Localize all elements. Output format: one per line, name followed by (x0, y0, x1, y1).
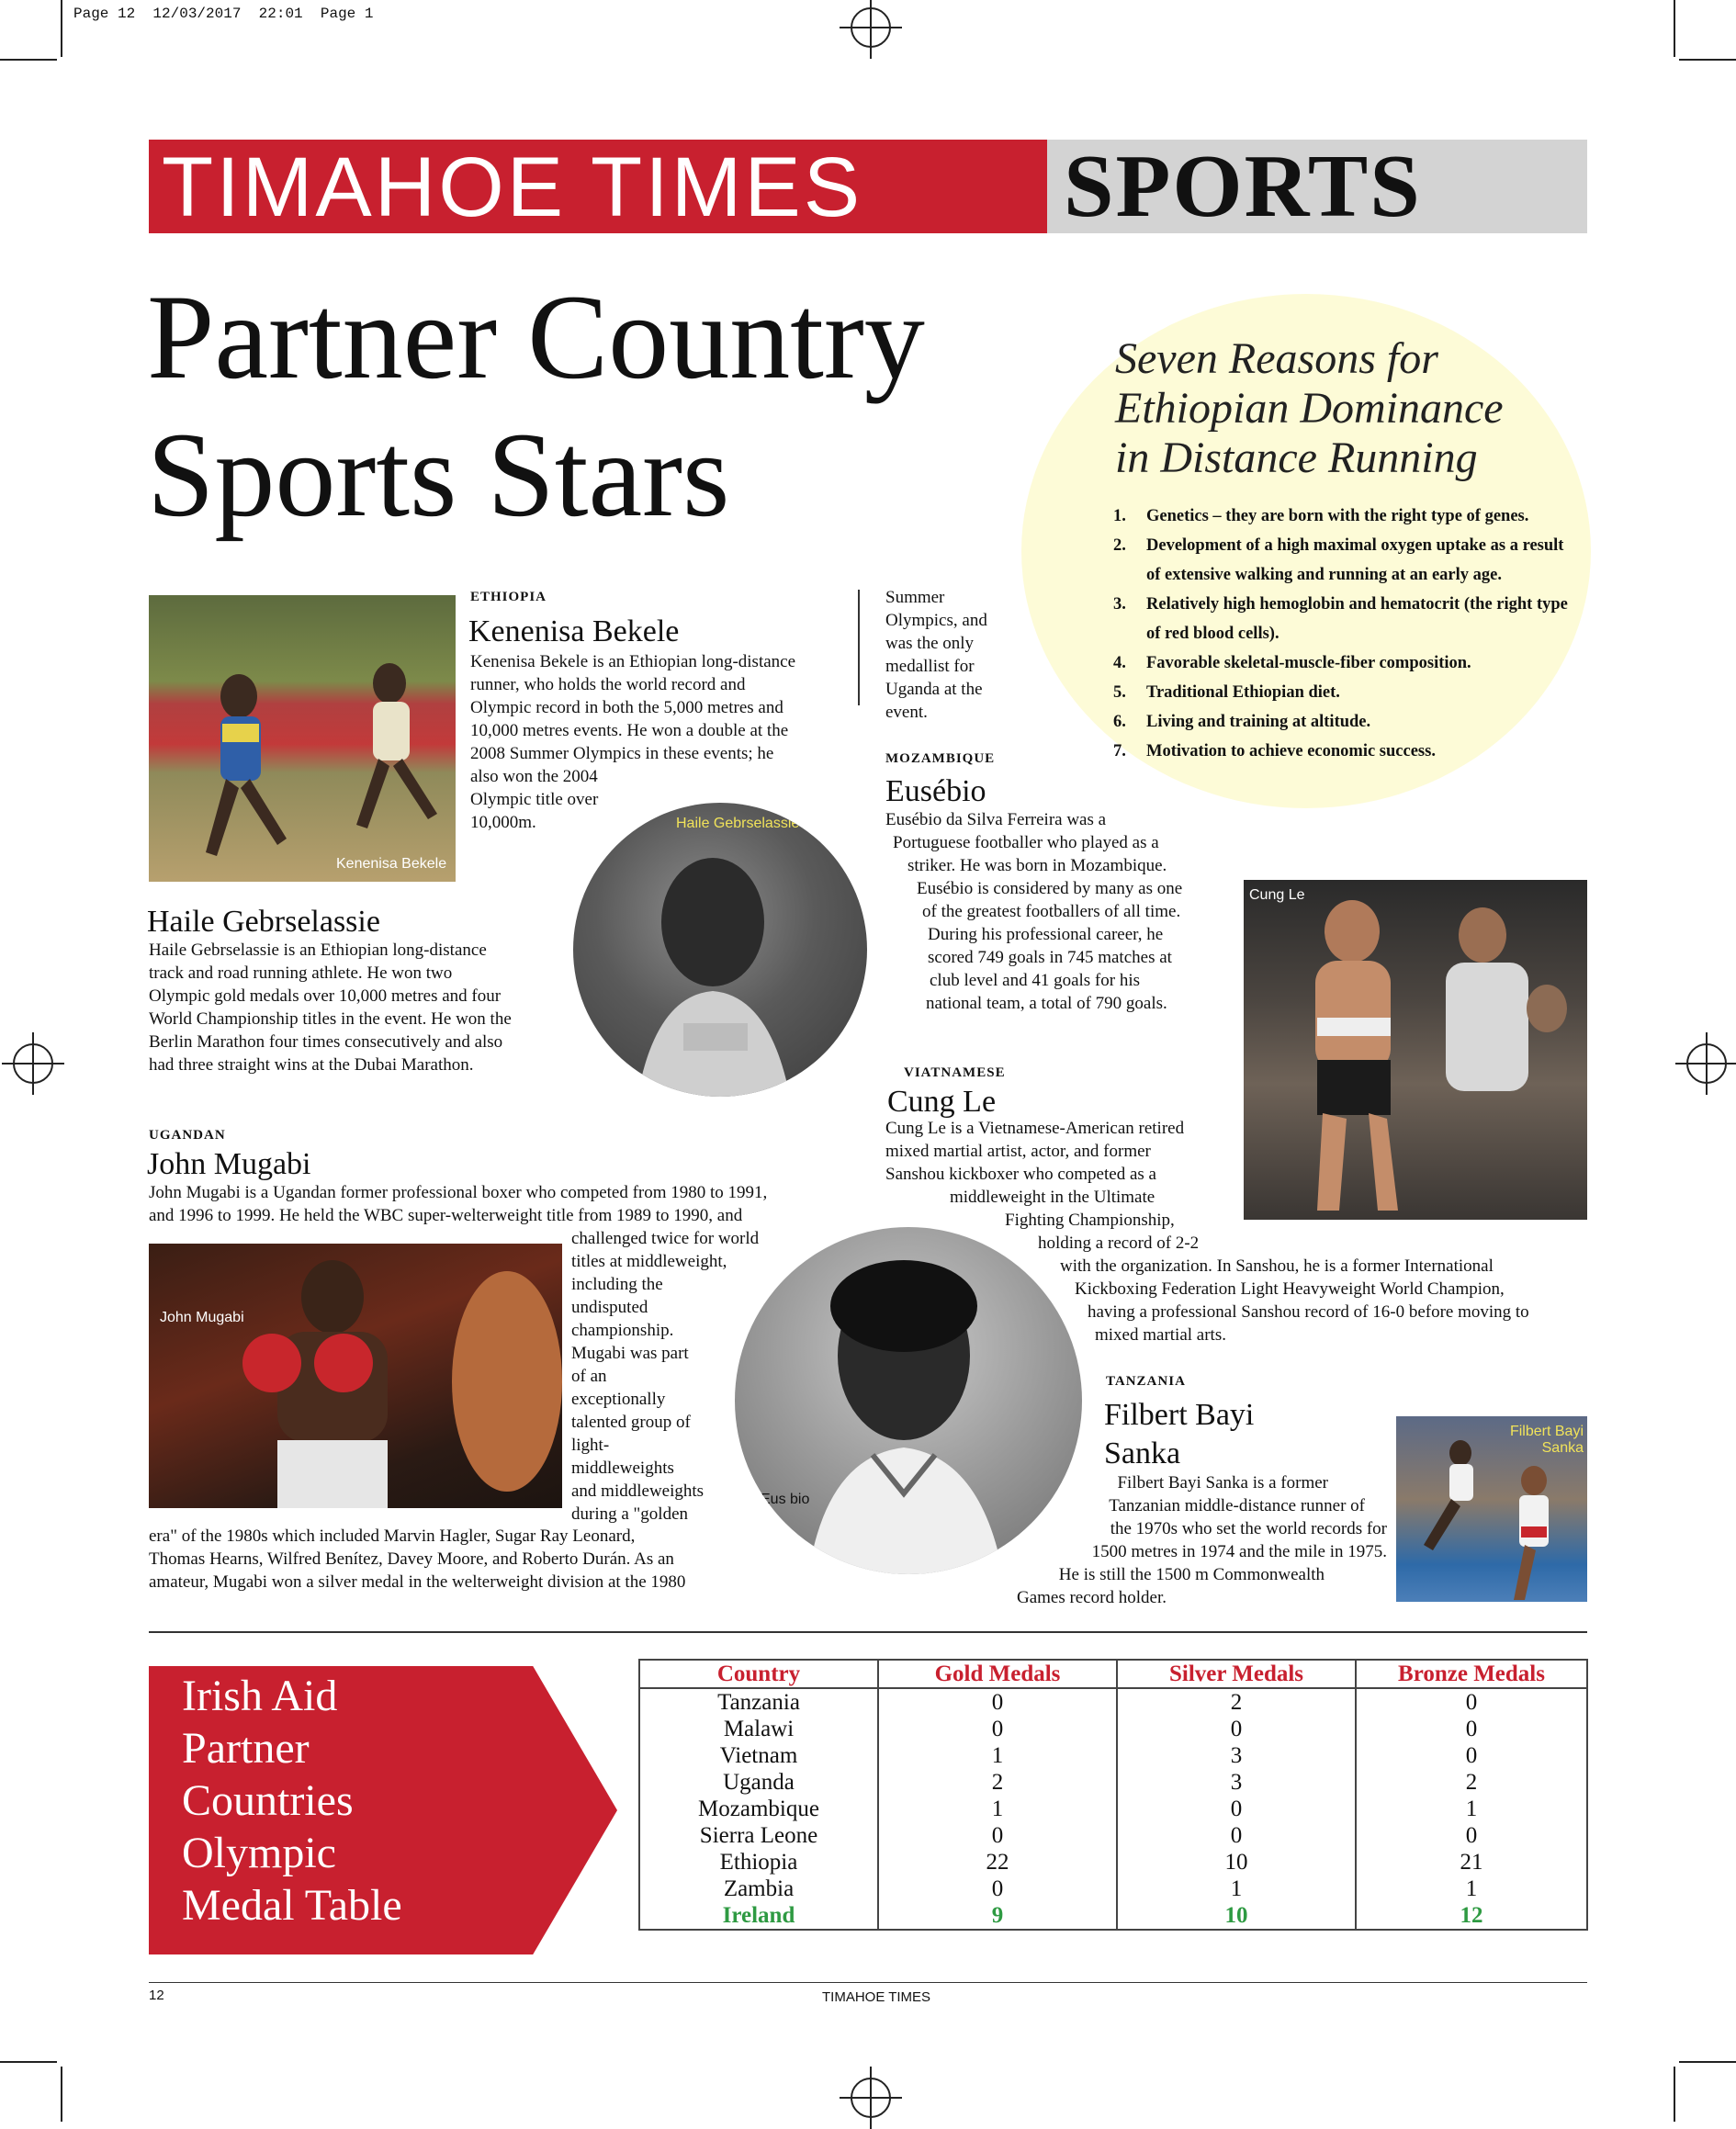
headline-line: Partner Country (147, 269, 925, 404)
table-row: Vietnam 1 3 0 (639, 1742, 1587, 1769)
footer-publication: TIMAHOE TIMES (822, 1989, 931, 2005)
crop-mark (1674, 2067, 1675, 2122)
print-header (73, 6, 373, 22)
column-divider (858, 590, 860, 705)
sidebar-title: Seven Reasons for Ethiopian Dominance in Distance Running (1115, 334, 1504, 482)
table-row: Sierra Leone 0 0 0 (639, 1822, 1587, 1849)
crop-mark (1679, 2061, 1736, 2063)
footer-rule (149, 1982, 1587, 1983)
registration-mark-right (1686, 1043, 1727, 1084)
eusebio-kicker: MOZAMBIQUE (885, 751, 996, 766)
masthead-section-block (1047, 137, 1587, 236)
list-item: 1. Genetics – they are born with the right type of genes. (1113, 507, 1529, 525)
crop-mark (1674, 0, 1675, 57)
medal-table-title: Irish Aid Partner Countries Olympic Medal Table (182, 1672, 402, 1930)
table-row: Ethiopia 22 10 21 (639, 1849, 1587, 1876)
masthead-title: TIMAHOE TIMES (162, 141, 863, 234)
mugabi-kicker: UGANDAN (149, 1128, 226, 1143)
runner-portrait-icon (573, 803, 867, 1097)
sidebar-reasons-list (1113, 501, 1582, 766)
crop-mark (61, 2067, 62, 2122)
column-header: Bronze Medals (1356, 1660, 1587, 1688)
table-header-row (639, 1660, 1587, 1688)
column-header: Country (639, 1660, 878, 1688)
bayi-name: Filbert Bayi Sanka (1104, 1398, 1255, 1470)
list-item: 7. Motivation to achieve economic success. (1113, 742, 1436, 760)
medal-table (638, 1659, 1588, 1931)
bayi-photo (1396, 1416, 1587, 1602)
table-row: Malawi 0 0 0 (639, 1716, 1587, 1742)
list-item: 5. Traditional Ethiopian diet. (1113, 683, 1340, 702)
bekele-body: Kenenisa Bekele is an Ethiopian long-distance runner, who holds the world record and Olympic record in both the 5,000 metres and 10,000 metres events. He won a double at the 2008 Summer Olympics in these events; he also won the 2004 Olympic title over 10,000m. (470, 652, 796, 832)
gebrselassie-photo (573, 803, 867, 1097)
print-header-date: 12/03/2017 (152, 6, 242, 22)
list-item: 4. Favorable skeletal-muscle-fiber composition. (1113, 654, 1471, 672)
table-row: Uganda 2 3 2 (639, 1769, 1587, 1796)
list-item: 6. Living and training at altitude. (1113, 713, 1371, 731)
eusebio-photo-caption: Eus bio (761, 1492, 810, 1507)
bayi-body: Filbert Bayi Sanka is a former Tanzanian middle-distance runner of the 1970s who set the world records for 1500 metres in 1974 and the mile in 1975. He is still the 1500 m Commonwealth Games record holder. (1016, 1473, 1387, 1607)
print-header-time: 22:01 (258, 6, 303, 22)
footer-page-number: 12 (149, 1988, 164, 2003)
mugabi-body-side: challenged twice for world titles at middleweight, including the undisputed championship. Mugabi was part of an exceptionally talented group of light- middleweights and middleweights during a "golden (571, 1229, 760, 1524)
bekele-name: Kenenisa Bekele (468, 614, 680, 648)
registration-mark-top (851, 7, 891, 48)
gebrselassie-photo-caption: Haile Gebrselassie (676, 816, 800, 831)
cung-le-name: Cung Le (887, 1085, 997, 1119)
print-header-page-label: Page 12 (73, 6, 136, 22)
runners-icon (149, 595, 456, 882)
crop-mark (61, 0, 62, 57)
boxer-icon (149, 1244, 562, 1508)
section-divider (149, 1631, 1587, 1633)
eusebio-body: Eusébio da Silva Ferreira was a Portuguese footballer who played as a striker. He was born in Mozambique. Eusébio is considered by many as one of the greatest footballers of all time. During his professional career, he scored 749 goals in 745 matches at club level and 41 goals for his national team, a total of 790 goals. (885, 810, 1183, 1013)
print-header-page-number: Page 1 (320, 6, 374, 22)
table-row: Mozambique 1 0 1 (639, 1796, 1587, 1822)
mugabi-name: John Mugabi (147, 1147, 311, 1181)
registration-mark-left (13, 1043, 53, 1084)
bayi-photo-caption: Filbert Bayi Sanka (1509, 1424, 1584, 1456)
bayi-kicker: TANZANIA (1106, 1374, 1186, 1389)
bekele-photo-caption: Kenenisa Bekele (336, 856, 447, 872)
mugabi-photo-caption: John Mugabi (160, 1310, 244, 1325)
list-item: 3. Relatively high hemoglobin and hematocrit (the right type of red blood cells). (1113, 595, 1568, 643)
mugabi-body-bottom: era" of the 1980s which included Marvin Hagler, Sugar Ray Leonard, Thomas Hearns, Wilfred Benítez, Davey Moore, and Roberto Durán. As an amateur, Mugabi won a silver medal in the welterweight division at the 1980 (149, 1526, 686, 1592)
column-header: Gold Medals (878, 1660, 1117, 1688)
column-header: Silver Medals (1117, 1660, 1356, 1688)
bekele-photo (149, 595, 456, 882)
list-item: 2. Development of a high maximal oxygen uptake as a result of extensive walking and running at an early age. (1113, 536, 1564, 584)
crop-mark (0, 2061, 57, 2063)
crop-mark (0, 59, 57, 61)
bekele-kicker: ETHIOPIA (470, 590, 547, 604)
cung-le-body: Cung Le is a Vietnamese-American retired mixed martial artist, actor, and former Sanshou kickboxer who competed as a middleweight in the Ultimate Fighting Championship, holding a record of 2-2 with the organization. In Sanshou, he is a former International Kickboxing Federation Light Heavyweight World Champion, having a professional Sanshou record of 16-0 before moving to mixed martial arts. (885, 1119, 1529, 1345)
crop-mark (1679, 59, 1736, 61)
table-row-highlight: Ireland 9 10 12 (639, 1902, 1587, 1930)
masthead-title-block (149, 140, 1047, 233)
eusebio-name: Eusébio (885, 774, 986, 808)
mugabi-photo (149, 1244, 562, 1508)
mugabi-body-top: John Mugabi is a Ugandan former professional boxer who competed from 1980 to 1991, and 1996 to 1999. He held the WBC super-welterweight title from 1989 to 1990, and (149, 1183, 768, 1225)
headline-line: Sports Stars (147, 407, 730, 542)
page-headline (147, 268, 1047, 544)
gebrselassie-name: Haile Gebrselassie (147, 905, 380, 939)
mugabi-continuation: Summer Olympics, and was the only medallist for Uganda at the event. (885, 588, 987, 722)
table-row: Zambia 0 1 1 (639, 1876, 1587, 1902)
cung-le-photo-caption: Cung Le (1249, 887, 1305, 903)
gebrselassie-body: Haile Gebrselassie is an Ethiopian long-distance track and road running athlete. He won two Olympic gold medals over 10,000 metres and four World Championship titles in the event. He won the Berlin Marathon four times consecutively and also had three straight wins at the Dubai Marathon. (149, 941, 512, 1075)
registration-mark-bottom (851, 2078, 891, 2118)
cung-le-kicker: VIATNAMESE (904, 1065, 1006, 1080)
table-row: Tanzania 0 2 0 (639, 1688, 1587, 1716)
masthead-section: SPORTS (1064, 137, 1422, 236)
